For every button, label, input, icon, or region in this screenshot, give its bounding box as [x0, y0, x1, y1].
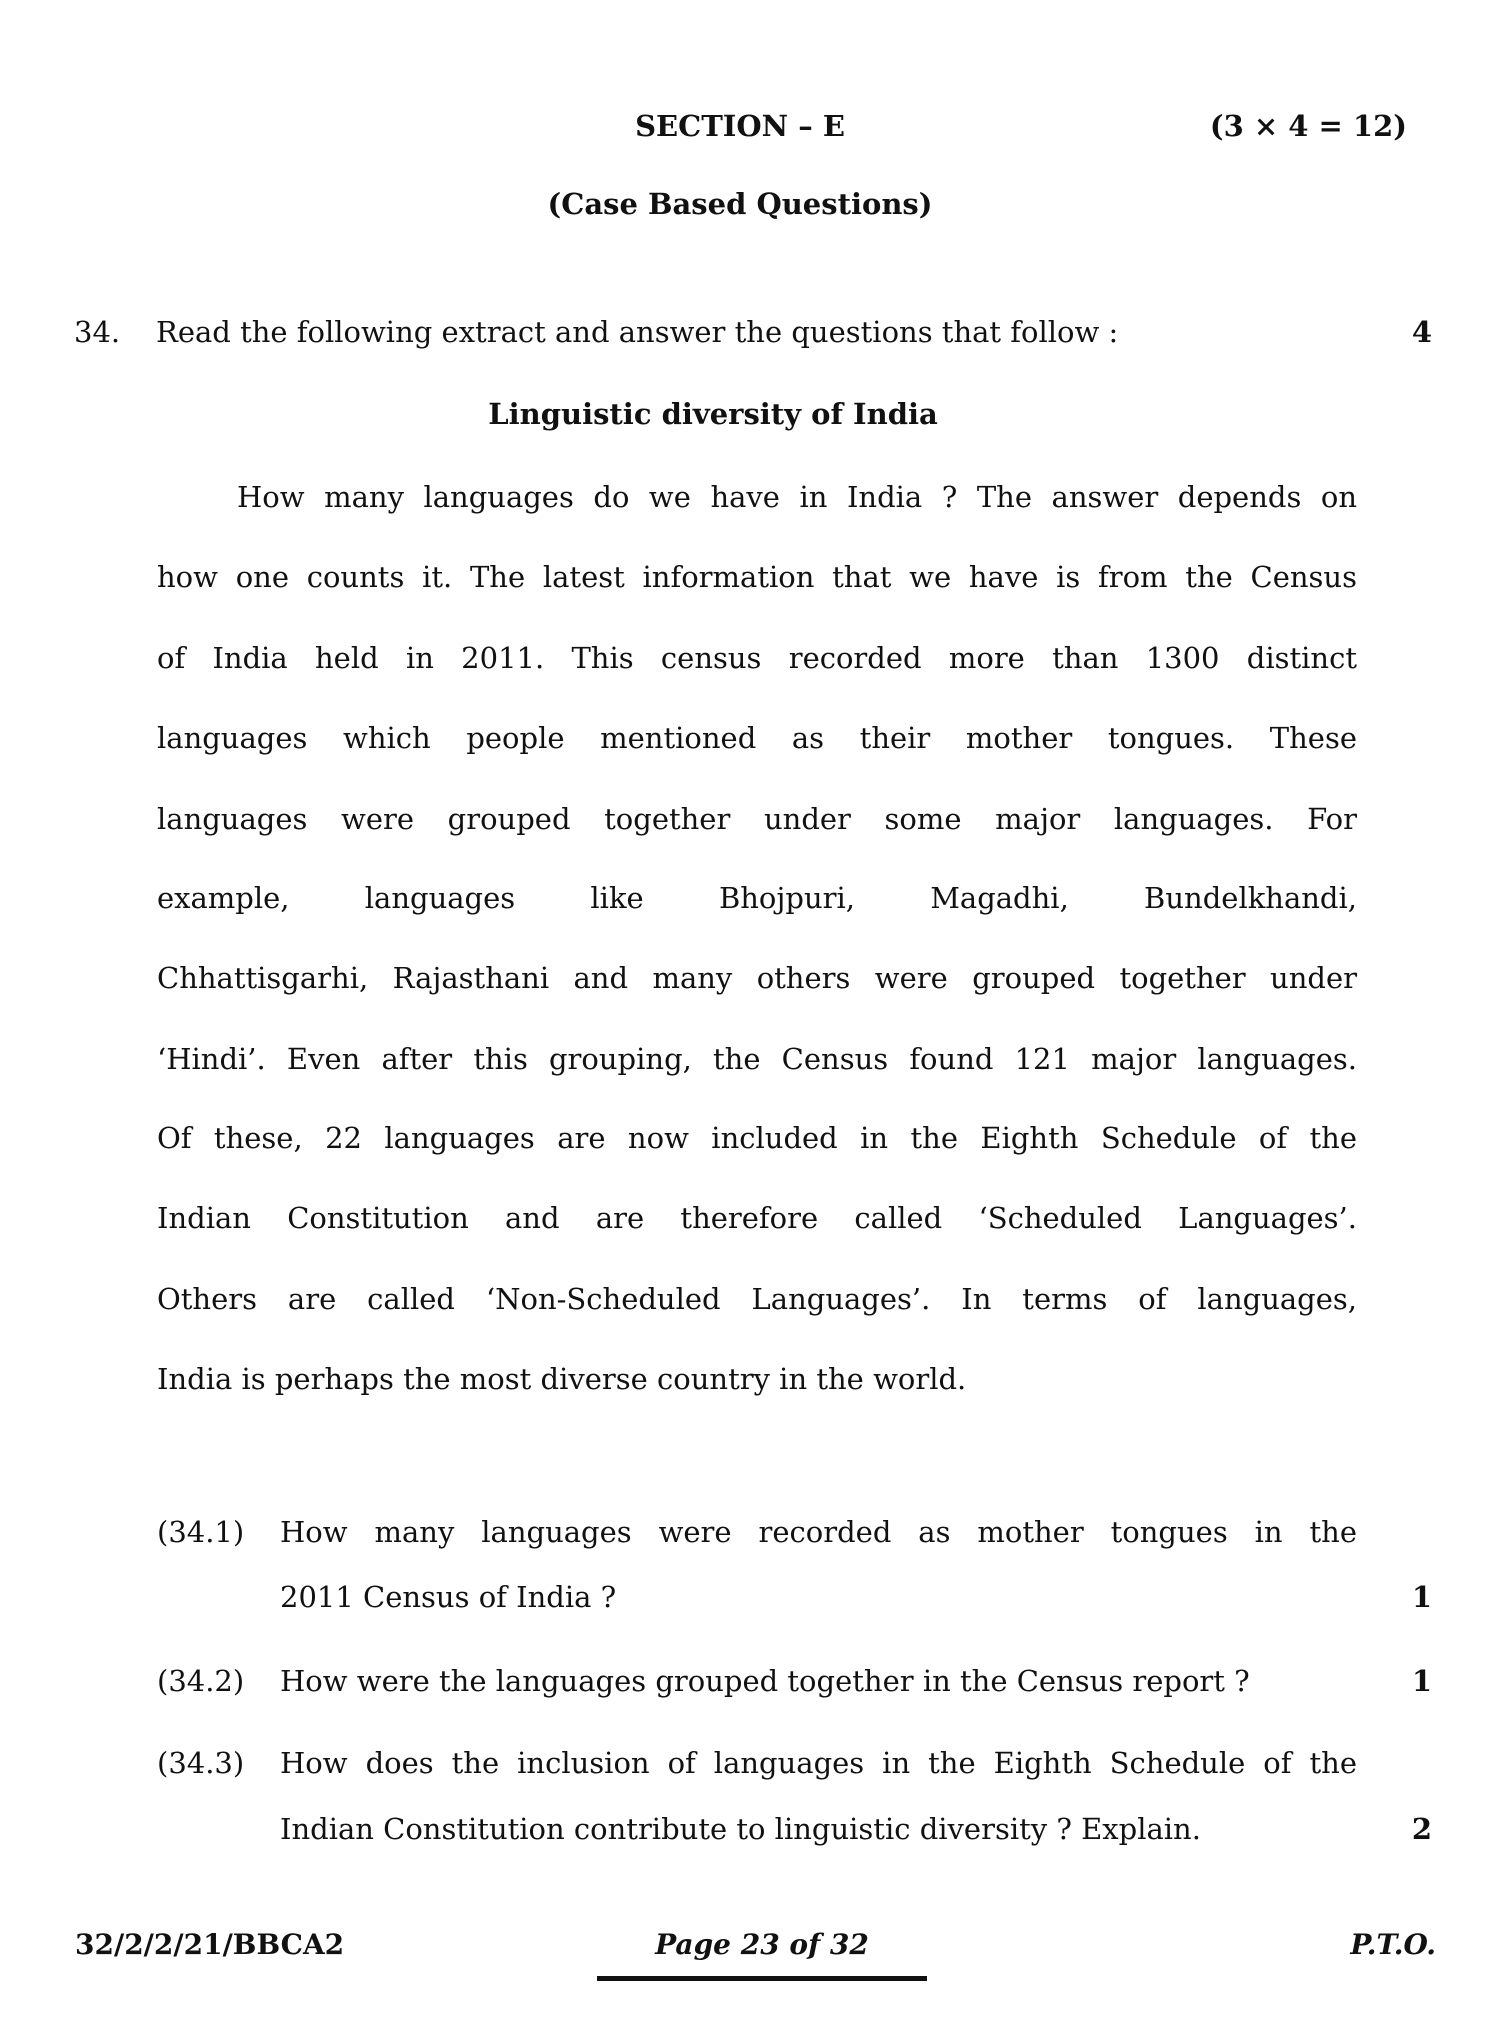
- page-number-underline: [597, 1976, 927, 1981]
- passage-line: how one counts it. The latest information that we have is from the Census: [157, 560, 1357, 594]
- passage-title: Linguistic diversity of India: [488, 397, 938, 431]
- passage-line: Chhattisgarhi, Rajasthani and many others were grouped together under: [157, 961, 1357, 995]
- passage-line: Of these, 22 languages are now included in the Eighth Schedule of the: [157, 1121, 1357, 1155]
- passage-line: languages which people mentioned as their mother tongues. These: [157, 721, 1357, 755]
- subquestion-text: How were the languages grouped together in the Census report ?: [280, 1664, 1250, 1698]
- passage-line: Indian Constitution and are therefore called ‘Scheduled Languages’.: [157, 1201, 1357, 1235]
- question-number: 34.: [74, 315, 121, 349]
- subquestion-text: How does the inclusion of languages in the Eighth Schedule of the: [280, 1746, 1357, 1780]
- question-marks: 4: [1411, 315, 1432, 349]
- subquestion-label: (34.1): [157, 1515, 245, 1549]
- subquestion-marks: 2: [1411, 1812, 1432, 1846]
- passage-line: India is perhaps the most diverse country in the world.: [157, 1362, 967, 1396]
- passage-line: of India held in 2011. This census recorded more than 1300 distinct: [157, 641, 1357, 675]
- subquestion-label: (34.2): [157, 1664, 245, 1698]
- subquestion-text: Indian Constitution contribute to linguistic diversity ? Explain.: [280, 1812, 1201, 1846]
- subquestion-text: How many languages were recorded as mother tongues in the: [280, 1515, 1357, 1549]
- pto-label: P.T.O.: [1350, 1928, 1436, 1961]
- section-subtitle: (Case Based Questions): [547, 187, 933, 221]
- question-instruction: Read the following extract and answer the questions that follow :: [156, 315, 1119, 349]
- passage-line: How many languages do we have in India ? The answer depends on: [237, 480, 1357, 514]
- section-marks: (3 × 4 = 12): [1209, 109, 1407, 143]
- section-title: SECTION – E: [635, 109, 845, 143]
- passage-line: languages were grouped together under some major languages. For: [157, 802, 1357, 836]
- passage-line: example, languages like Bhojpuri, Magadhi, Bundelkhandi,: [157, 881, 1357, 915]
- subquestion-text: 2011 Census of India ?: [280, 1580, 617, 1614]
- paper-code: 32/2/2/21/BBCA2: [75, 1928, 345, 1961]
- subquestion-marks: 1: [1411, 1580, 1432, 1614]
- passage-line: ‘Hindi’. Even after this grouping, the Census found 121 major languages.: [157, 1042, 1357, 1076]
- passage-line: Others are called ‘Non-Scheduled Languages’. In terms of languages,: [157, 1282, 1357, 1316]
- subquestion-marks: 1: [1411, 1664, 1432, 1698]
- subquestion-label: (34.3): [157, 1746, 245, 1780]
- page-number: Page 23 of 32: [655, 1928, 869, 1961]
